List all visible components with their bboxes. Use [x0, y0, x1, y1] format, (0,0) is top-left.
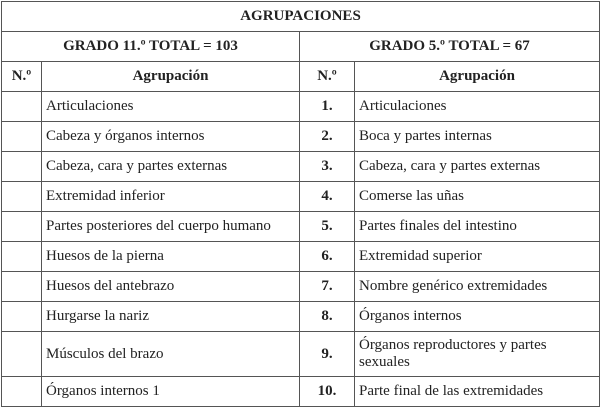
grade-11-number: [2, 212, 42, 242]
grade-11-grouping: Órganos internos 1: [42, 377, 300, 407]
grade-11-number: [2, 182, 42, 212]
grade-11-number: [2, 332, 42, 377]
grade-11-number: [2, 152, 42, 182]
grade-5-grouping: Comerse las uñas: [355, 182, 600, 212]
grade-11-number: [2, 242, 42, 272]
grade-5-grouping: Extremidad superior: [355, 242, 600, 272]
grade-5-grouping: Boca y partes internas: [355, 122, 600, 152]
agrupaciones-table: [1, 1, 600, 407]
table-row: [2, 332, 600, 377]
grade-5-number: 2.: [300, 122, 355, 152]
grade-5-number: 9.: [300, 332, 355, 377]
grade-5-number: 8.: [300, 302, 355, 332]
table-row: [2, 242, 600, 272]
grade-5-number: 7.: [300, 272, 355, 302]
grade-11-grouping: Articulaciones: [42, 92, 300, 122]
grade-11-number: [2, 122, 42, 152]
grade-5-grouping: Órganos reproductores y partes sexuales: [355, 332, 600, 377]
grade-11-grouping: Hurgarse la nariz: [42, 302, 300, 332]
column-header-name-11: Agrupación: [42, 62, 300, 92]
table-row: [2, 182, 600, 212]
table-row: [2, 152, 600, 182]
grade-11-number: [2, 92, 42, 122]
table-row: [2, 272, 600, 302]
table-row: [2, 122, 600, 152]
grade-11-grouping: Cabeza y órganos internos: [42, 122, 300, 152]
table-title: AGRUPACIONES: [2, 2, 600, 32]
group-header-grade-11: GRADO 11.º TOTAL = 103: [2, 32, 300, 62]
grade-5-grouping: Parte final de las extremidades: [355, 377, 600, 407]
grade-5-number: 6.: [300, 242, 355, 272]
column-header-num-5: N.º: [300, 62, 355, 92]
grade-5-number: 10.: [300, 377, 355, 407]
column-header-row: [2, 62, 600, 92]
group-row: [2, 32, 600, 62]
grade-5-number: 3.: [300, 152, 355, 182]
column-header-num-11: N.º: [2, 62, 42, 92]
grade-5-grouping: Articulaciones: [355, 92, 600, 122]
grade-11-grouping: Cabeza, cara y partes externas: [42, 152, 300, 182]
grade-11-grouping: Partes posteriores del cuerpo humano: [42, 212, 300, 242]
grade-5-grouping: Partes finales del intestino: [355, 212, 600, 242]
grade-5-number: 1.: [300, 92, 355, 122]
grade-11-number: [2, 302, 42, 332]
grade-5-grouping: Cabeza, cara y partes externas: [355, 152, 600, 182]
grade-11-grouping: Extremidad inferior: [42, 182, 300, 212]
title-row: [2, 2, 600, 32]
column-header-name-5: Agrupación: [355, 62, 600, 92]
table-row: [2, 302, 600, 332]
group-header-grade-5: GRADO 5.º TOTAL = 67: [300, 32, 600, 62]
table-row: [2, 212, 600, 242]
grade-11-grouping: Huesos de la pierna: [42, 242, 300, 272]
grade-5-number: 4.: [300, 182, 355, 212]
grade-5-number: 5.: [300, 212, 355, 242]
grade-11-grouping: Huesos del antebrazo: [42, 272, 300, 302]
grade-5-grouping: Órganos internos: [355, 302, 600, 332]
grade-11-grouping: Músculos del brazo: [42, 332, 300, 377]
grade-11-number: [2, 377, 42, 407]
grade-5-grouping: Nombre genérico extremidades: [355, 272, 600, 302]
grade-11-number: [2, 272, 42, 302]
table-row: [2, 92, 600, 122]
table-row: [2, 377, 600, 407]
